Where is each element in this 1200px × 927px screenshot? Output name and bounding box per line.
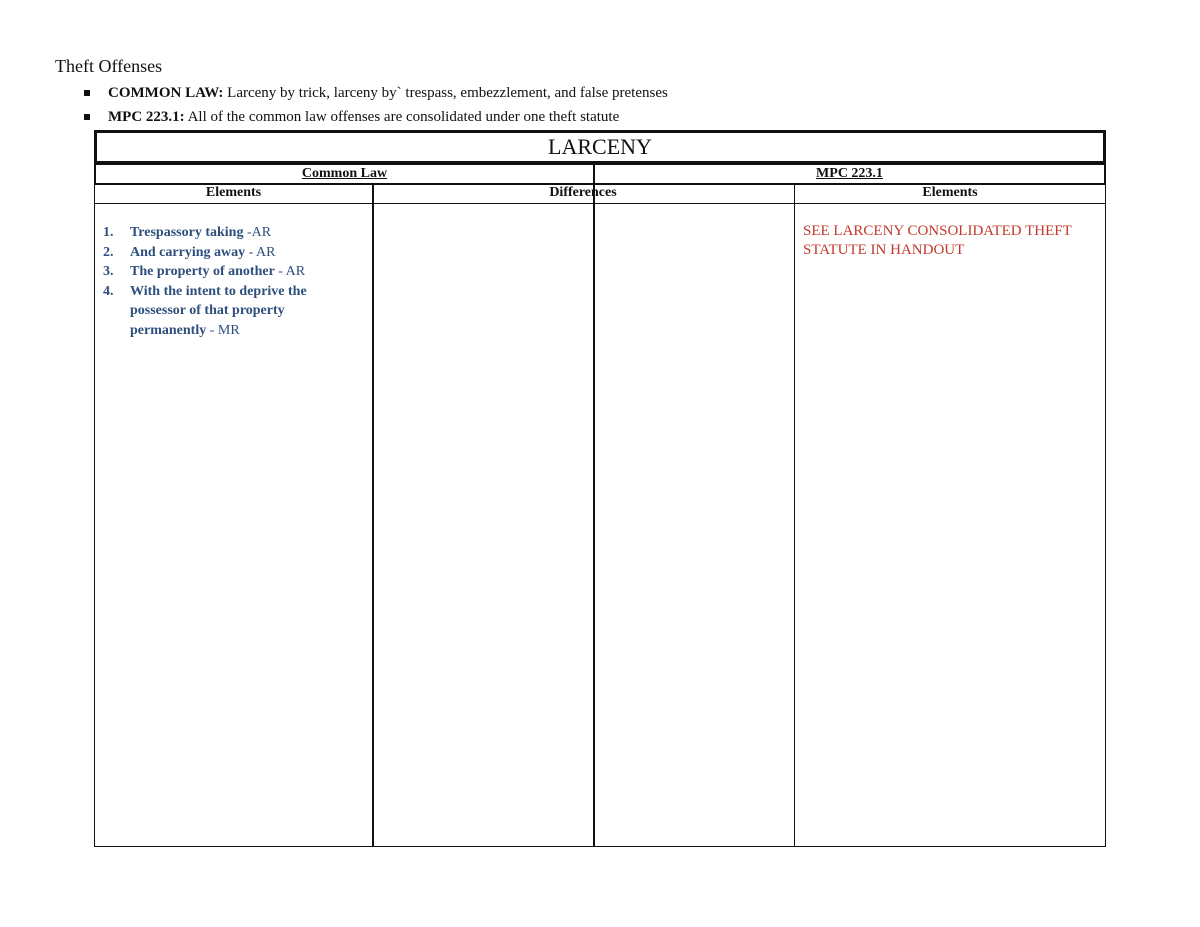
bullet-item-mpc bbox=[84, 107, 668, 131]
col-header-differences: Differences bbox=[549, 185, 617, 200]
bullet-label: COMMON LAW: bbox=[108, 85, 224, 101]
column-divider bbox=[593, 183, 595, 846]
square-bullet-icon bbox=[84, 90, 90, 96]
list-item: 3. The property of another - AR bbox=[103, 264, 306, 279]
table-body bbox=[94, 183, 1106, 847]
col-header-elements-mpc: Elements bbox=[922, 185, 978, 200]
square-bullet-icon bbox=[84, 114, 90, 120]
bullet-item-common-law bbox=[84, 83, 668, 107]
mpc-handout-note: SEE LARCENY CONSOLIDATED THEFT STATUTE IN HANDOUT bbox=[803, 223, 1072, 258]
list-item: 2. And carrying away - AR bbox=[103, 244, 276, 260]
bullet-text: All of the common law offenses are consolidated under one theft statute bbox=[184, 109, 620, 125]
header-divider bbox=[95, 203, 1105, 204]
bullet-text: Larceny by trick, larceny by` trespass, embezzlement, and false pretenses bbox=[223, 85, 668, 101]
bullet-label: MPC 223.1: bbox=[108, 109, 185, 125]
common-law-elements-list bbox=[103, 223, 345, 340]
column-divider bbox=[794, 183, 795, 846]
common-law-heading: Common Law bbox=[96, 165, 595, 183]
larceny-table bbox=[94, 130, 1106, 848]
col-header-elements-common-law: Elements bbox=[205, 185, 262, 200]
page-title: Theft Offenses bbox=[55, 56, 163, 76]
mpc-heading: MPC 223.1 bbox=[816, 166, 883, 181]
table-title: LARCENY bbox=[94, 130, 1106, 164]
bullet-list bbox=[84, 83, 668, 131]
list-item: 4. With the intent to deprive the possessor of that property permanently - MR bbox=[103, 283, 307, 338]
column-divider bbox=[372, 183, 374, 846]
table-subheader-row bbox=[94, 163, 1106, 185]
list-item: 1. Trespassory taking -AR bbox=[103, 225, 272, 240]
